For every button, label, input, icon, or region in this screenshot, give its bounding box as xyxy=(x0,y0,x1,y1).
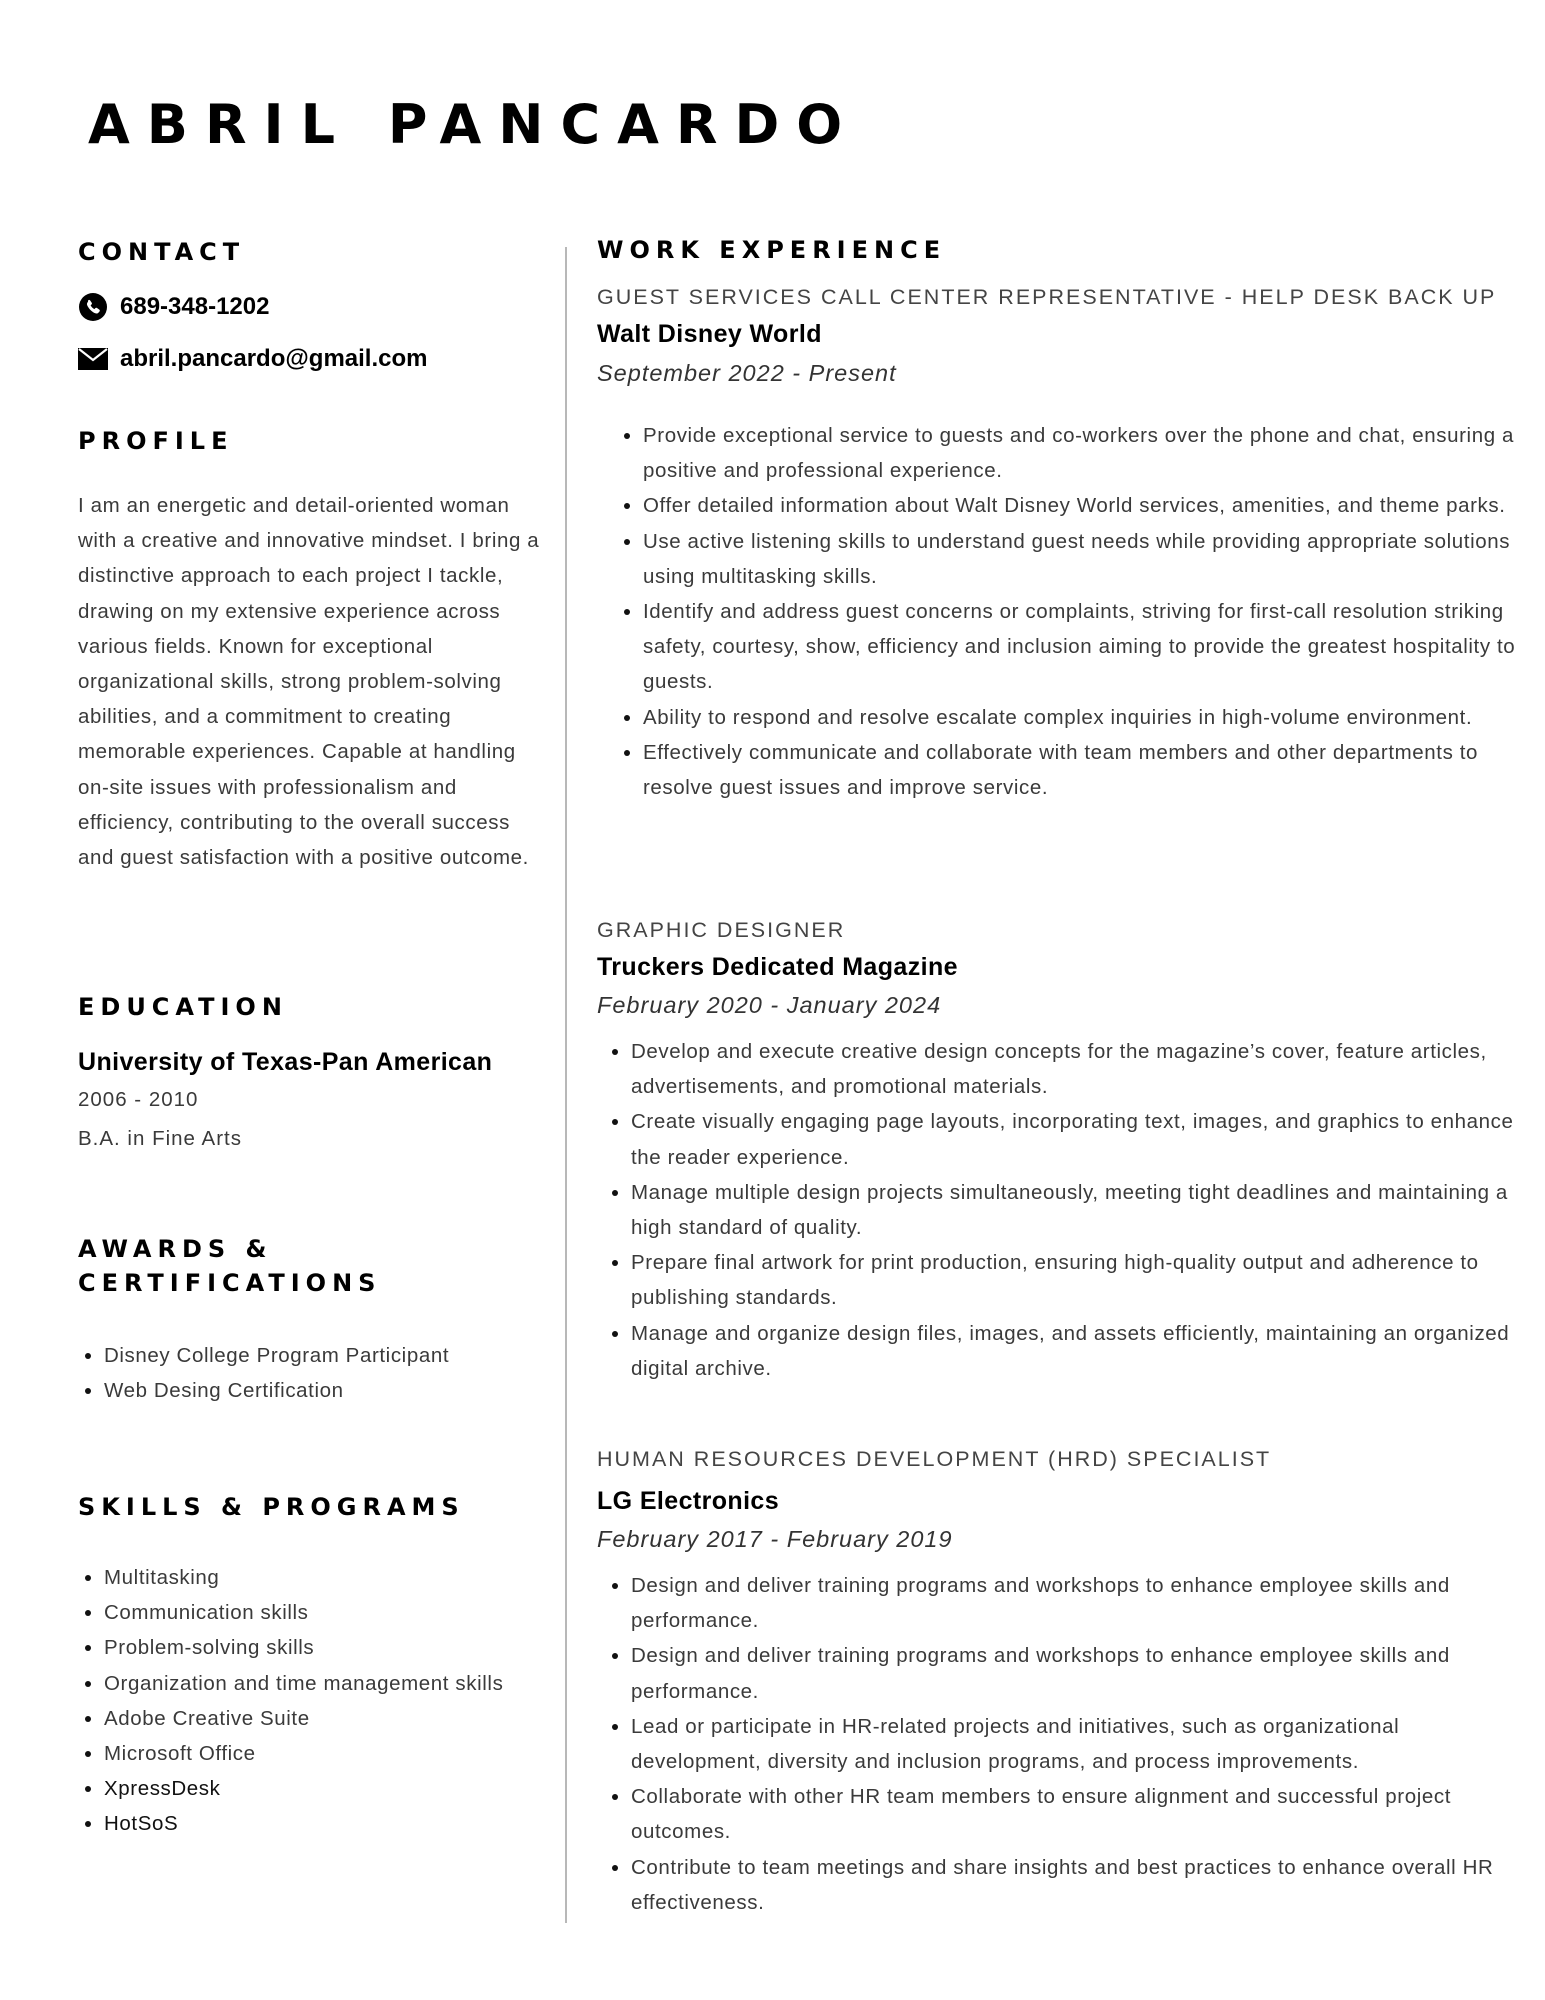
job-title: GRAPHIC DESIGNER xyxy=(597,918,846,942)
list-item: • Microsoft Office xyxy=(104,1736,524,1771)
list-item: • Adobe Creative Suite xyxy=(104,1701,524,1736)
list-item: • Problem-solving skills xyxy=(104,1630,524,1665)
list-item: • Use active listening skills to understand guest needs while providing appropriate solutions using multitasking skills. xyxy=(643,524,1523,594)
contact-heading: CONTACT xyxy=(78,238,246,266)
contact-email-row xyxy=(78,344,427,374)
job-dates: September 2022 - Present xyxy=(597,360,897,386)
phone-icon xyxy=(78,292,108,322)
list-item: • XpressDesk xyxy=(104,1771,524,1806)
skills-list xyxy=(78,1560,524,1842)
list-item: • Ability to respond and resolve escalate complex inquiries in high-volume environment. xyxy=(643,700,1523,735)
profile-heading: PROFILE xyxy=(78,427,234,455)
job-title: HUMAN RESOURCES DEVELOPMENT (HRD) SPECIALIST xyxy=(597,1447,1272,1471)
job-bullets xyxy=(609,1568,1521,1920)
job-company: LG Electronics xyxy=(597,1487,780,1515)
education-degree: B.A. in Fine Arts xyxy=(78,1127,242,1150)
profile-text: I am an energetic and detail-oriented woman with a creative and innovative mindset. I bring a distinctive approach to each project I tackle, drawing on my extensive experience across various fields. Known for exceptional organizational skills, strong problem-solving abilities, and a commitment to creating memorable experiences. Capable at handling on-site issues with professionalism and efficiency, contributing to the overall success and guest satisfaction with a positive outcome. xyxy=(78,494,540,870)
list-item: • Effectively communicate and collaborate with team members and other departments to resolve guest issues and improve service. xyxy=(643,735,1523,805)
work-experience-heading: WORK EXPERIENCE xyxy=(597,236,947,264)
skills-heading: SKILLS & PROGRAMS xyxy=(78,1493,465,1521)
list-item: • Manage multiple design projects simultaneously, meeting tight deadlines and maintaining a high standard of quality. xyxy=(631,1175,1521,1245)
awards-list xyxy=(78,1338,544,1408)
list-item: • Multitasking xyxy=(104,1560,524,1595)
list-item: • Manage and organize design files, images, and assets efficiently, maintaining an organized digital archive. xyxy=(631,1316,1521,1386)
list-item: • Design and deliver training programs and workshops to enhance employee skills and performance. xyxy=(631,1568,1521,1638)
list-item: • Collaborate with other HR team members to ensure alignment and successful project outcomes. xyxy=(631,1779,1521,1849)
education-years: 2006 - 2010 xyxy=(78,1088,199,1111)
list-item: • HotSoS xyxy=(104,1806,524,1841)
list-item: • Develop and execute creative design concepts for the magazine’s cover, feature articles, advertisements, and promotional materials. xyxy=(631,1034,1521,1104)
list-item: • Design and deliver training programs and workshops to enhance employee skills and performance. xyxy=(631,1638,1521,1708)
email-address: abril.pancardo@gmail.com xyxy=(120,345,428,372)
contact-phone-row xyxy=(78,292,269,322)
list-item: • Lead or participate in HR-related projects and initiatives, such as organizational development, diversity and inclusion programs, and process improvements. xyxy=(631,1709,1521,1779)
column-divider xyxy=(565,247,567,1923)
list-item: • Prepare final artwork for print production, ensuring high-quality output and adherence to publishing standards. xyxy=(631,1245,1521,1315)
list-item: • Contribute to team meetings and share insights and best practices to enhance overall HR effectiveness. xyxy=(631,1850,1521,1920)
list-item: • Web Desing Certification xyxy=(104,1373,544,1408)
envelope-icon xyxy=(78,344,108,374)
education-heading: EDUCATION xyxy=(78,993,288,1021)
job-bullets xyxy=(619,418,1523,805)
list-item: • Organization and time management skills xyxy=(104,1666,524,1701)
list-item: • Provide exceptional service to guests and co-workers over the phone and chat, ensuring a positive and professional experience. xyxy=(643,418,1523,488)
job-dates: February 2017 - February 2019 xyxy=(597,1526,953,1552)
job-company: Truckers Dedicated Magazine xyxy=(597,953,958,981)
resume-name: ABRIL PANCARDO xyxy=(88,93,860,156)
awards-heading-line2: CERTIFICATIONS xyxy=(78,1269,382,1297)
phone-number: 689-348-1202 xyxy=(120,293,270,320)
list-item: • Create visually engaging page layouts, incorporating text, images, and graphics to enhance the reader experience. xyxy=(631,1104,1521,1174)
job-title: GUEST SERVICES CALL CENTER REPRESENTATIVE - HELP DESK BACK UP xyxy=(597,285,1497,309)
education-school: University of Texas-Pan American xyxy=(78,1048,493,1076)
awards-heading-line1: AWARDS & xyxy=(78,1235,273,1263)
list-item: • Communication skills xyxy=(104,1595,524,1630)
job-company: Walt Disney World xyxy=(597,320,822,348)
list-item: • Offer detailed information about Walt Disney World services, amenities, and theme parks. xyxy=(643,488,1523,523)
job-dates: February 2020 - January 2024 xyxy=(597,992,942,1018)
list-item: • Identify and address guest concerns or complaints, striving for first-call resolution striking safety, courtesy, show, efficiency and inclusion aiming to provide the greatest hospitality to guests. xyxy=(643,594,1523,700)
list-item: • Disney College Program Participant xyxy=(104,1338,544,1373)
job-bullets xyxy=(609,1034,1521,1386)
